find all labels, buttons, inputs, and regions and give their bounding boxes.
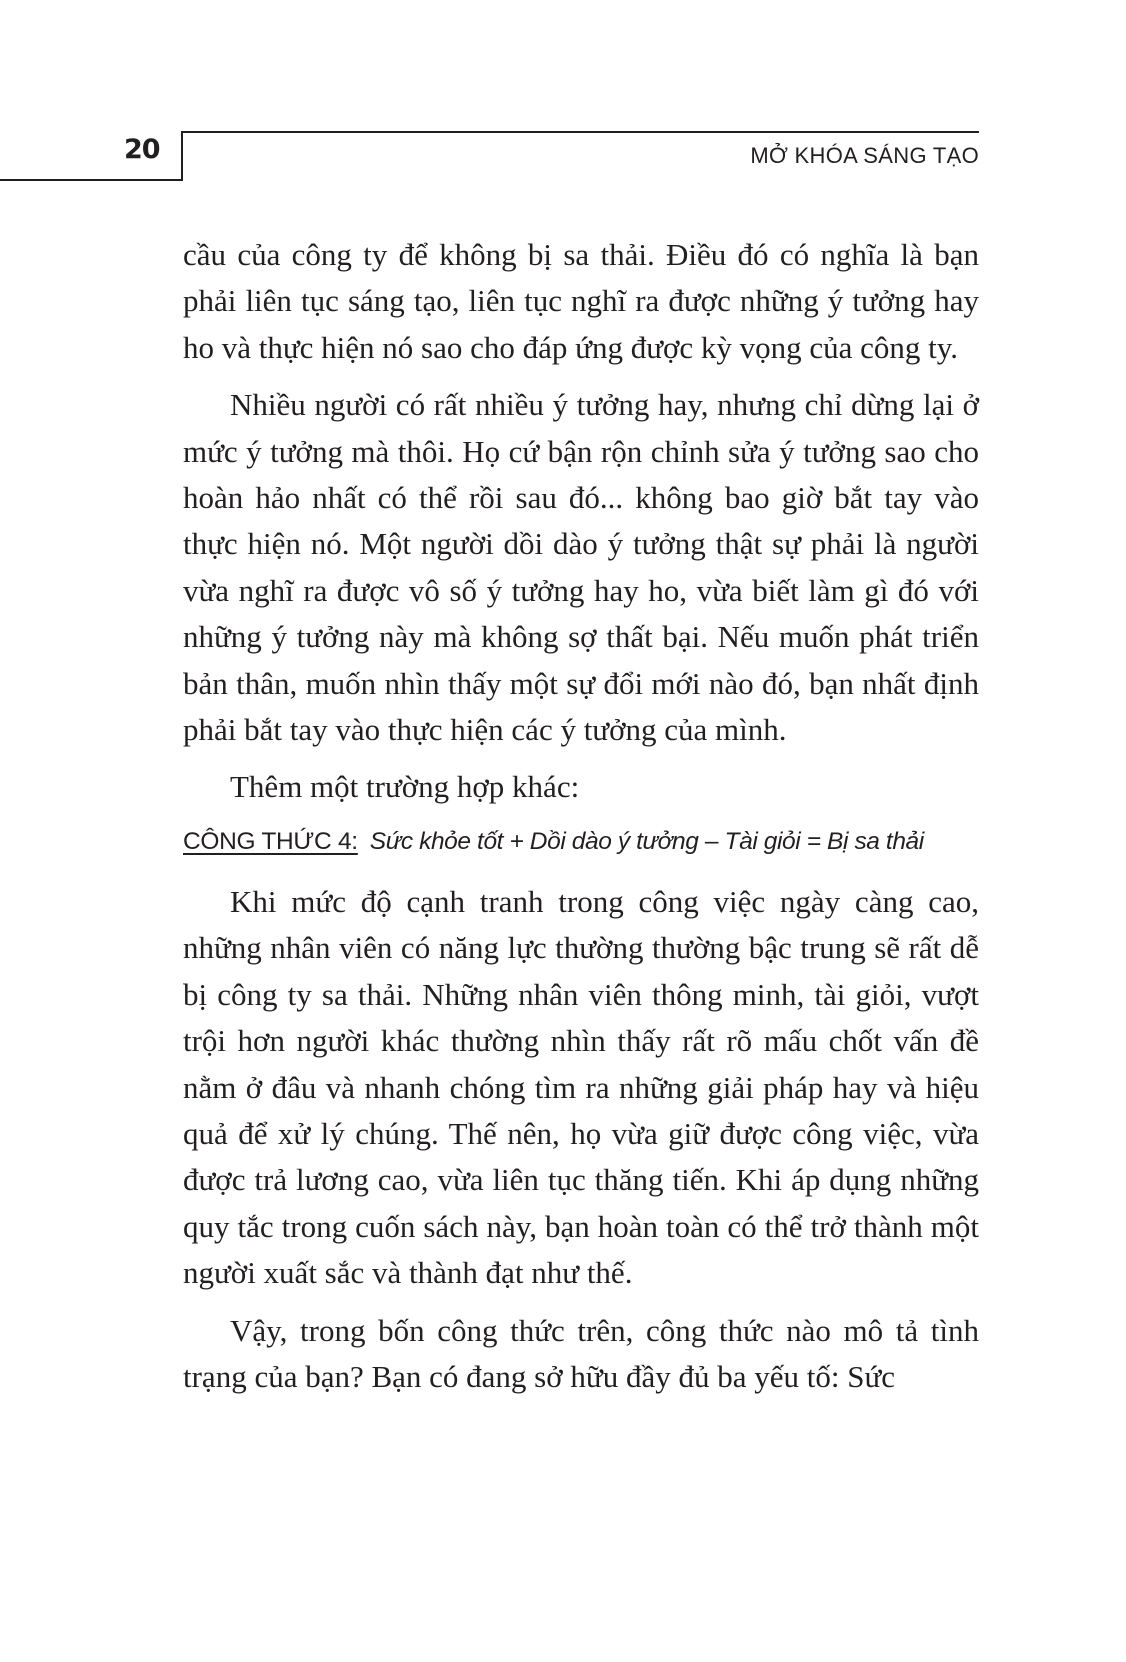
header-divider-vertical [181,131,183,181]
page-number: 20 [124,134,160,165]
paragraph: Vậy, trong bốn công thức trên, công thức nào mô tả tình trạng của bạn? Bạn có đang sở hữu đầy đủ ba yếu tố: Sức [183,1312,979,1394]
header-divider-left [0,179,182,181]
paragraph-continuation: cầu của công ty để không bị sa thải. Điều đó có nghĩa là bạn phải liên tục sáng tạo, liên tục nghĩ ra được những ý tưởng hay ho và thực hiện nó sao cho đáp ứng được kỳ vọng của công ty. [183,237,979,365]
header-divider-top [181,131,979,133]
paragraph-intro: Thêm một trường hợp khác: [230,769,580,805]
formula-label: CÔNG THỨC 4: [183,827,358,855]
running-title: MỞ KHÓA SÁNG TẠO [750,143,979,168]
formula-text: Sức khỏe tốt + Dồi dào ý tưởng – Tài giỏi = Bị sa thải [369,827,924,855]
paragraph: Khi mức độ cạnh tranh trong công việc ngày càng cao, những nhân viên có năng lực thường thường bậc trung sẽ rất dễ bị công ty sa thải. Những nhân viên thông minh, tài giỏi, vượt trội hơn người khác thường nhìn thấy rất rõ mấu chốt vấn đề nằm ở đâu và nhanh chóng tìm ra những giải pháp hay và hiệu quả để xử lý chúng. Thế nên, họ vừa giữ được công việc, vừa được trả lương cao, vừa liên tục thăng tiến. Khi áp dụng những quy tắc trong cuốn sách này, bạn hoàn toàn có thể trở thành một người xuất sắc và thành đạt như thế. [183,883,979,1291]
paragraph: Nhiều người có rất nhiều ý tưởng hay, nhưng chỉ dừng lại ở mức ý tưởng mà thôi. Họ cứ bận rộn chỉnh sửa ý tưởng sao cho hoàn hảo nhất có thể rồi sau đó... không bao giờ bắt tay vào thực hiện nó. Một người dồi dào ý tưởng thật sự phải là người vừa nghĩ ra được vô số ý tưởng hay ho, vừa biết làm gì đó với những ý tưởng này mà không sợ thất bại. Nếu muốn phát triển bản thân, muốn nhìn thấy một sự đổi mới nào đó, bạn nhất định phải bắt tay vào thực hiện các ý tưởng của mình. [183,387,979,748]
body-text [183,232,979,1411]
formula-line [183,822,979,862]
